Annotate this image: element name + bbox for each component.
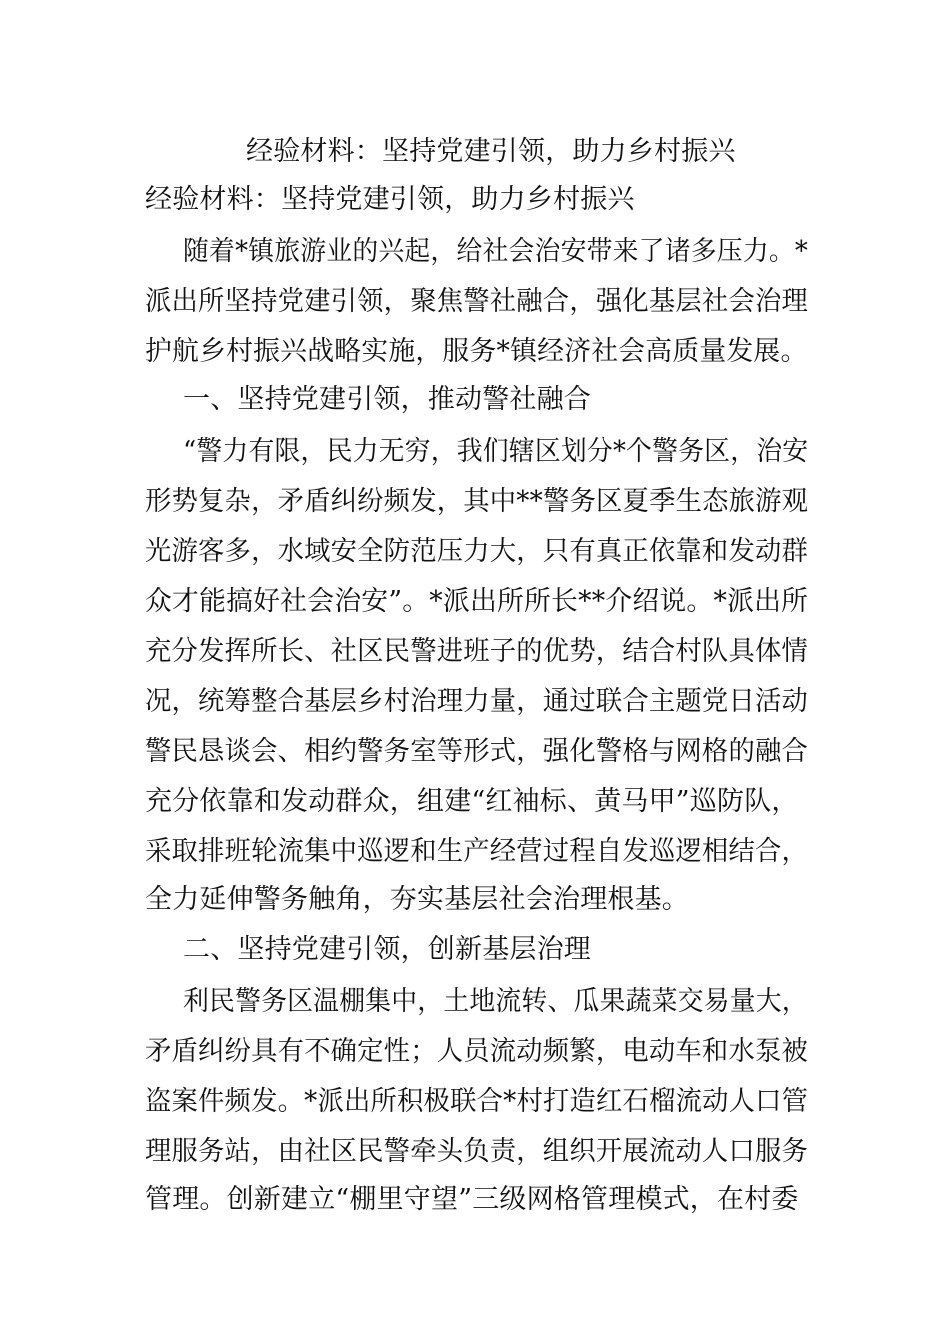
paragraph-line: 管理。创新建立“棚里守望”三级网格管理模式，在村委 [145, 1184, 799, 1215]
paragraph-line: 光游客多，水域安全防范压力大，只有真正依靠和发动群 [145, 536, 808, 567]
paragraph-line: 全力延伸警务触角，夯实基层社会治理根基。 [145, 884, 689, 915]
section-heading: 二、坚持党建引领，创新基层治理 [183, 934, 591, 965]
paragraph-line: 派出所坚持党建引领，聚焦警社融合，强化基层社会治理 [145, 286, 808, 317]
paragraph-line: 矛盾纠纷具有不确定性；人员流动频繁，电动车和水泵被 [145, 1036, 808, 1067]
paragraph-line: 众才能搞好社会治安”。*派出所所长**介绍说。*派出所 [145, 586, 809, 617]
paragraph-line: 形势复杂，矛盾纠纷频发，其中**警务区夏季生态旅游观 [145, 486, 809, 517]
paragraph-line: 警民恳谈会、相约警务室等形式，强化警格与网格的融合 [145, 736, 808, 767]
document-subtitle: 经验材料：坚持党建引领，助力乡村振兴 [145, 184, 635, 215]
paragraph-line: 随着*镇旅游业的兴起，给社会治安带来了诸多压力。* [183, 236, 808, 267]
document-title: 经验材料：坚持党建引领，助力乡村振兴 [246, 136, 736, 167]
paragraph-line: “警力有限，民力无穷，我们辖区划分*个警务区，治安 [183, 436, 809, 467]
section-heading: 一、坚持党建引领，推动警社融合 [183, 384, 591, 415]
paragraph-line: 采取排班轮流集中巡逻和生产经营过程自发巡逻相结合， [145, 836, 808, 867]
paragraph-line: 护航乡村振兴战略实施，服务*镇经济社会高质量发展。 [145, 336, 808, 367]
paragraph-line: 充分依靠和发动群众，组建“红袖标、黄马甲”巡防队， [145, 786, 799, 817]
paragraph-line: 盗案件频发。*派出所积极联合*村打造红石榴流动人口管 [145, 1086, 809, 1117]
paragraph-line: 利民警务区温棚集中，土地流转、瓜果蔬菜交易量大， [183, 986, 808, 1017]
paragraph-line: 理服务站，由社区民警牵头负责，组织开展流动人口服务 [145, 1136, 808, 1167]
paragraph-line: 充分发挥所长、社区民警进班子的优势，结合村队具体情 [145, 636, 808, 667]
paragraph-line: 况，统筹整合基层乡村治理力量，通过联合主题党日活动 [145, 686, 808, 717]
